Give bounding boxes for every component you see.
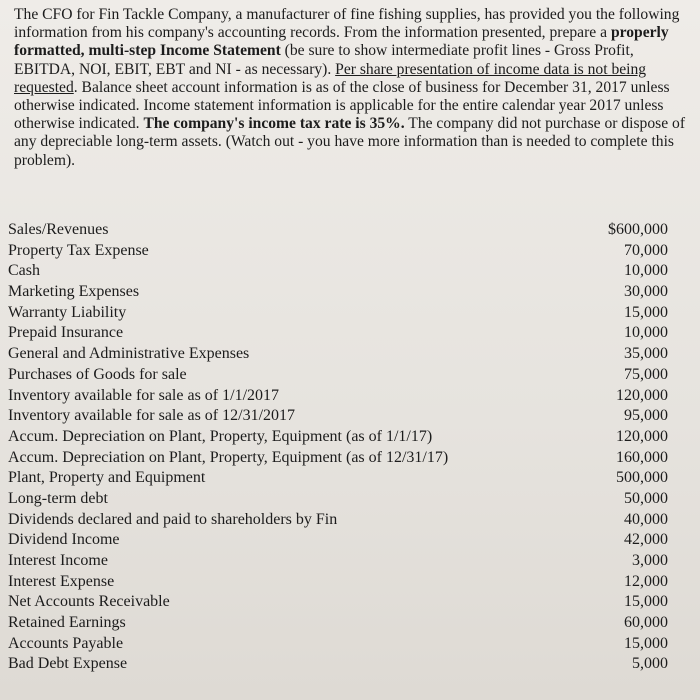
intro-text-2: (be sure to show intermediate profit lines - Gross Profit, EBITDA, NOI, EBIT, EBT and NI - as necessary). [14, 42, 634, 78]
account-row [8, 468, 668, 489]
account-row [8, 427, 668, 448]
intro-text-4: The company did not purchase or dispose of any depreciable long-term assets. (Watch out - you have more information than is needed to complete this problem). [14, 115, 686, 169]
account-label: Marketing Expenses [8, 283, 140, 301]
intro-text-1: The CFO for Fin Tackle Company, a manufacturer of fine fishing supplies, has provided you the following information from his company's accounting records. From the information presented, prepare a [14, 6, 680, 42]
account-label: Warranty Liability [8, 303, 127, 321]
account-label: Long-term debt [8, 489, 108, 507]
account-label: Sales/Revenues [8, 221, 109, 238]
account-row [8, 448, 668, 469]
intro-text-3: . Balance sheet account information is as of the close of business for December 31, 2017 unless otherwise indicated. Income statement information is applicable for the entire calendar year 2017 unless otherwise indicated. [14, 78, 670, 133]
problem-paragraph [14, 6, 698, 170]
account-row [8, 634, 668, 655]
account-value: 120,000 [616, 427, 668, 445]
account-value: 35,000 [624, 345, 668, 363]
account-value: 3,000 [632, 552, 668, 569]
account-value: 95,000 [624, 407, 668, 425]
account-value: 40,000 [624, 510, 668, 528]
account-label: Inventory available for sale as of 12/31/2017 [8, 407, 296, 425]
account-label: Retained Earnings [8, 614, 126, 632]
account-row [8, 303, 668, 324]
account-row [8, 510, 668, 531]
account-row [8, 386, 668, 407]
account-value: 10,000 [624, 262, 668, 280]
account-label: Property Tax Expense [8, 241, 149, 259]
account-row [8, 613, 668, 634]
account-value: 60,000 [624, 614, 668, 632]
account-label: Dividends declared and paid to shareholders by Fin [8, 510, 338, 528]
account-row [8, 261, 668, 282]
account-row [8, 654, 668, 675]
account-label: Cash [8, 262, 40, 280]
account-row [8, 489, 668, 510]
account-label: Accum. Depreciation on Plant, Property, Equipment (as of 1/1/17) [8, 427, 433, 445]
account-label: Plant, Property and Equipment [8, 469, 206, 487]
account-value: 12,000 [624, 572, 668, 590]
account-row [8, 220, 668, 241]
account-row [8, 551, 668, 572]
account-label: Accum. Depreciation on Plant, Property, Equipment (as of 12/31/17) [8, 448, 449, 466]
account-list [8, 220, 668, 675]
intro-bold-2: The company's income tax rate is 35%. [143, 115, 405, 133]
account-label: Net Accounts Receivable [8, 593, 170, 611]
account-row [8, 241, 668, 262]
account-label: Interest Income [8, 552, 108, 569]
account-value: 120,000 [616, 386, 668, 404]
account-label: Interest Expense [8, 572, 115, 590]
account-value: 15,000 [624, 634, 668, 652]
account-value: 15,000 [624, 593, 668, 611]
account-value: 75,000 [624, 365, 668, 383]
account-row [8, 572, 668, 593]
account-value: 70,000 [624, 241, 668, 259]
account-row [8, 282, 668, 303]
account-value: 160,000 [616, 448, 668, 466]
intro-underlined: Per share presentation of income data is not being requested [14, 60, 647, 96]
account-value: $600,000 [608, 221, 668, 238]
problem-statement [14, 6, 698, 170]
account-label: Dividend Income [8, 531, 120, 549]
account-row [8, 365, 668, 386]
account-label: Inventory available for sale as of 1/1/2017 [8, 386, 280, 404]
account-value: 10,000 [624, 324, 668, 342]
account-label: Prepaid Insurance [8, 324, 124, 342]
account-row [8, 592, 668, 613]
account-label: Accounts Payable [8, 634, 124, 652]
account-label: Purchases of Goods for sale [8, 365, 187, 383]
account-value: 42,000 [624, 531, 668, 549]
account-label: General and Administrative Expenses [8, 345, 250, 363]
account-row [8, 344, 668, 365]
intro-bold-1: properly formatted, multi-step Income Statement [14, 24, 669, 60]
account-value: 500,000 [616, 469, 668, 487]
account-value: 15,000 [624, 303, 668, 321]
account-value: 5,000 [632, 655, 668, 673]
account-value: 30,000 [624, 283, 668, 301]
account-row [8, 530, 668, 551]
account-row [8, 323, 668, 344]
account-value: 50,000 [624, 489, 668, 507]
account-row [8, 406, 668, 427]
account-label: Bad Debt Expense [8, 655, 128, 673]
